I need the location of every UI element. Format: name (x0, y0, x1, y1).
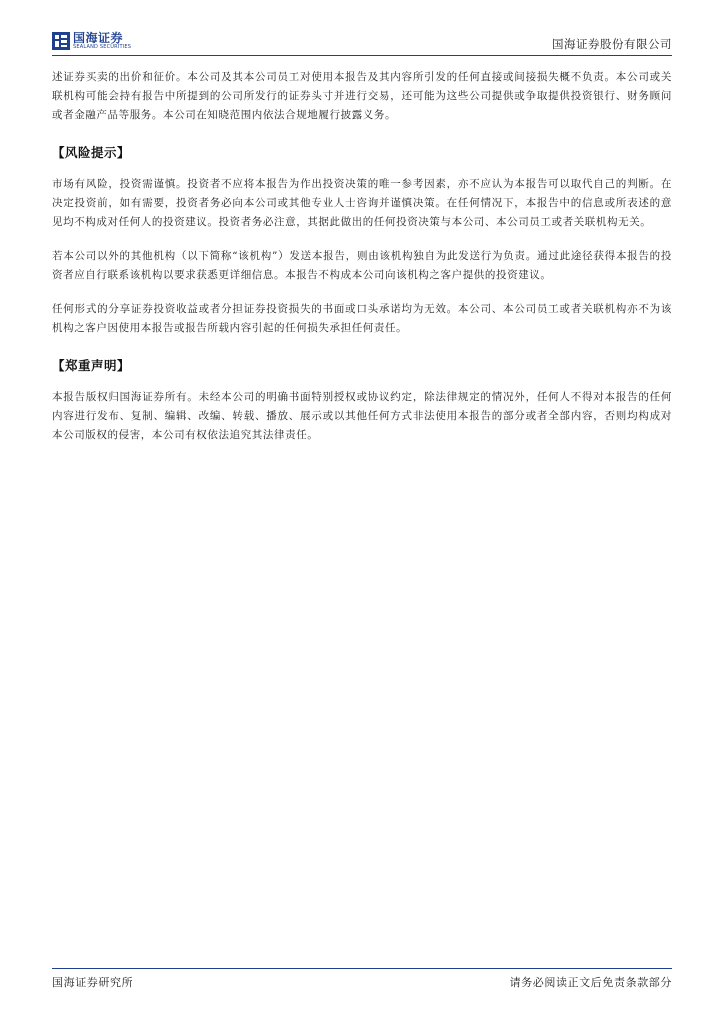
company-name: 国海证券股份有限公司 (552, 37, 672, 51)
footer-divider (52, 968, 672, 969)
disclaimer-body (52, 68, 672, 445)
header-divider (52, 55, 672, 56)
company-logo (52, 32, 131, 50)
paragraph-risk-2: 若本公司以外的其他机构（以下简称“该机构”）发送本报告，则由该机构独自为此发送行为负责。通过此途径获得本报告的投资者应自行联系该机构以要求获悉更详细信息。本报告不构成本公司向该机构之客户提供的投资建议。 (52, 250, 672, 281)
paragraph-risk-1: 市场有风险，投资需谨慎。投资者不应将本报告为作出投资决策的唯一参考因素，亦不应认为本报告可以取代自己的判断。在决定投资前，如有需要，投资者务必向本公司或其他专业人士咨询并谨慎决策。在任何情况下，本报告中的信息或所表述的意见均不构成对任何人的投资建议。投资者务必注意，其据此做出的任何投资决策与本公司、本公司员工或者关联机构无关。 (52, 178, 672, 228)
footer-disclaimer-note: 请务必阅读正文后免责条款部分 (509, 976, 672, 989)
logo-chinese-name: 国海证券 (73, 31, 124, 45)
footer-institute: 国海证券研究所 (52, 976, 134, 989)
paragraph-risk-3: 任何形式的分享证券投资收益或者分担证券投资损失的书面或口头承诺均为无效。本公司、本公司员工或者关联机构亦不为该机构之客户因使用本报告或报告所载内容引起的任何损失承担任何责任。 (52, 303, 672, 334)
sealand-logo-icon (52, 32, 70, 50)
logo-english-name: SEALAND SECURITIES (73, 44, 132, 50)
page-header (52, 28, 672, 58)
paragraph-copyright: 本报告版权归国海证券所有。未经本公司的明确书面特别授权或协议约定，除法律规定的情况外，任何人不得对本报告的任何内容进行发布、复制、编辑、改编、转载、播放、展示或以其他任何方式非法使用本报告的部分或者全部内容，否则均构成对本公司版权的侵害，本公司有权依法追究其法律责任。 (52, 391, 672, 441)
statement-title: 【郑重声明】 (52, 358, 131, 373)
risk-warning-title: 【风险提示】 (52, 145, 131, 160)
paragraph-continuation: 述证券买卖的出价和征价。本公司及其本公司员工对使用本报告及其内容所引发的任何直接或间接损失概不负责。本公司或关联机构可能会持有报告中所提到的公司所发行的证券头寸并进行交易，还可能为这些公司提供或争取提供投资银行、财务顾问或者金融产品等服务。本公司在知晓范围内依法合规地履行披露义务。 (52, 71, 672, 121)
